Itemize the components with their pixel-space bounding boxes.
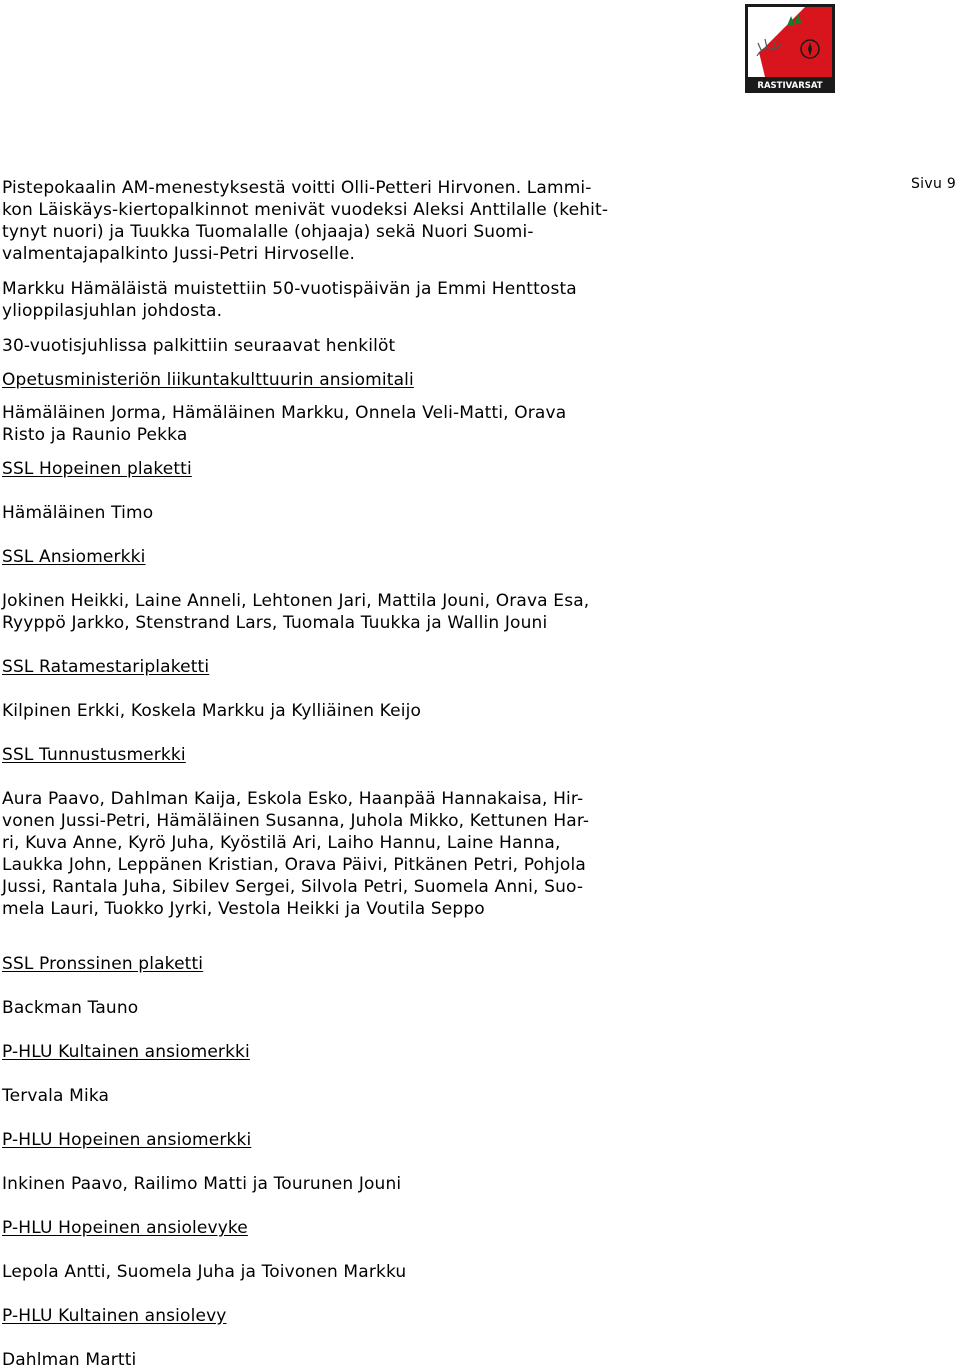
award-heading: P-HLU Kultainen ansiolevy <box>2 1306 227 1326</box>
award-heading: P-HLU Kultainen ansiomerkki <box>2 1042 250 1062</box>
award-recipients: Tervala Mika <box>2 1086 110 1106</box>
award-section <box>2 369 662 446</box>
award-heading: Opetusministeriön liikuntakulttuurin ansiomitali <box>2 370 414 390</box>
intro-paragraph-2: Markku Hämäläistä muistettiin 50-vuotispäivän ja Emmi Henttosta ylioppilasjuhlan johdosta. <box>2 279 577 321</box>
award-recipients: Kilpinen Erkki, Koskela Markku ja Kylliäinen Keijo <box>2 701 422 721</box>
award-section <box>2 1041 662 1107</box>
award-section <box>2 1217 662 1283</box>
award-heading: P-HLU Hopeinen ansiomerkki <box>2 1130 252 1150</box>
award-heading: P-HLU Hopeinen ansiolevyke <box>2 1218 248 1238</box>
award-recipients: Dahlman Martti <box>2 1350 137 1370</box>
award-heading: SSL Hopeinen plaketti <box>2 459 192 479</box>
award-heading: SSL Pronssinen plaketti <box>2 954 204 974</box>
award-section <box>2 744 662 920</box>
award-heading: SSL Ratamestariplaketti <box>2 657 210 677</box>
rastivarsat-logo <box>745 4 835 93</box>
award-recipients: Jokinen Heikki, Laine Anneli, Lehtonen Jari, Mattila Jouni, Orava Esa, Ryyppö Jarkko, Stenstrand Lars, Tuomala Tuukka ja Wallin Jouni <box>2 591 590 633</box>
logo-text: RASTIVARSAT <box>757 81 823 91</box>
intro-paragraph-1: Pistepokaalin AM-menestyksestä voitti Olli-Petteri Hirvonen. Lammi- kon Läiskäys-kiertopalkinnot menivät vuodeksi Aleksi Anttilalle (kehit- tynyt nuori) ja Tuukka Tuomalalle (ohjaaja) sekä Nuori Suomi- valmentajapalkinto Jussi-Petri Hirvoselle. <box>2 178 609 264</box>
award-recipients: Hämäläinen Timo <box>2 503 154 523</box>
award-section <box>2 953 662 1019</box>
award-heading: SSL Ansiomerkki <box>2 547 146 567</box>
award-section <box>2 458 662 524</box>
award-section <box>2 1129 662 1195</box>
award-section <box>2 656 662 722</box>
award-recipients: Aura Paavo, Dahlman Kaija, Eskola Esko, Haanpää Hannakaisa, Hir- vonen Jussi-Petri, Hämäläinen Susanna, Juhola Mikko, Kettunen Har- ri, Kuva Anne, Kyrö Juha, Kyöstilä Ari, Laiho Hannu, Laine Hanna, Laukka John, Leppänen Kristian, Orava Päivi, Pitkänen Petri, Pohjola Jussi, Rantala Juha, Sibilev Sergei, Silvola Petri, Suomela Anni, Suo- mela Lauri, Tuokko Jyrki, Vestola Heikki ja Voutila Seppo <box>2 789 590 919</box>
award-recipients: Inkinen Paavo, Railimo Matti ja Tourunen Jouni <box>2 1174 402 1194</box>
document-body <box>2 177 662 1371</box>
page-number: Sivu 9 <box>911 176 957 192</box>
award-recipients: Hämäläinen Jorma, Hämäläinen Markku, Onnela Veli-Matti, Orava Risto ja Raunio Pekka <box>2 403 567 445</box>
award-recipients: Lepola Antti, Suomela Juha ja Toivonen Markku <box>2 1262 407 1282</box>
award-section <box>2 1305 662 1371</box>
award-section <box>2 546 662 634</box>
award-heading: SSL Tunnustusmerkki <box>2 745 186 765</box>
award-recipients: Backman Tauno <box>2 998 139 1018</box>
intro-paragraph-3: 30-vuotisjuhlissa palkittiin seuraavat henkilöt <box>2 336 396 356</box>
